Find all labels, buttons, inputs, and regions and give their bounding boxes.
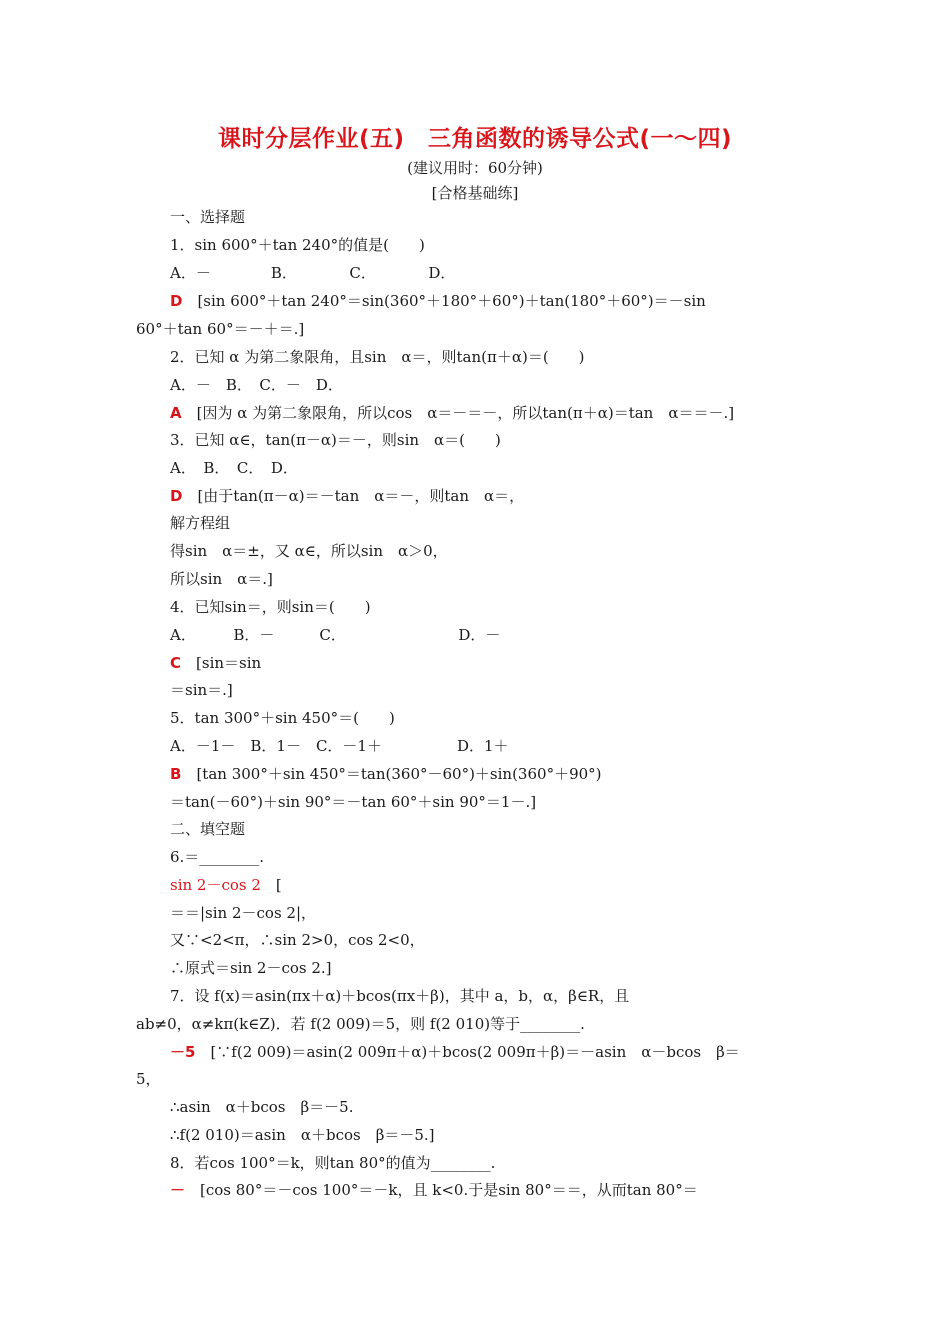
text-line <box>170 875 282 895</box>
text-line <box>170 1180 698 1200</box>
line-text: 二、填空题 <box>170 820 246 838</box>
line-text: ＝sin＝.] <box>170 681 233 699</box>
text-line <box>170 819 245 839</box>
line-text: [因为 α 为第二象限角，所以cos α＝－＝－，所以tan(π＋α)＝tan α＝＝－.] <box>181 404 735 422</box>
line-text: A．－ B． C． D． <box>170 264 456 282</box>
text-line <box>136 319 304 339</box>
line-text: ＝＝|sin 2－cos 2|， <box>170 904 317 922</box>
text-line <box>170 1125 435 1145</box>
line-text: ∴f(2 010)＝asin α＋bcos β＝－5.] <box>170 1126 435 1144</box>
text-line <box>170 792 536 812</box>
answer-label: － <box>170 1181 186 1199</box>
text-line <box>170 403 734 423</box>
text-line <box>170 958 332 978</box>
answer-label: sin 2－cos 2 <box>170 876 261 894</box>
text-line <box>170 653 261 673</box>
answer-label: C <box>170 654 182 672</box>
text-line <box>170 736 509 756</box>
text-line <box>170 235 425 255</box>
line-text: 60°＋tan 60°＝－＋＝.] <box>136 320 305 338</box>
text-line <box>170 375 343 395</box>
text-line <box>170 430 501 450</box>
line-text: [sin＝sin <box>181 654 262 672</box>
line-text: A．－ B． C．－ D． <box>170 376 343 394</box>
text-line <box>170 708 395 728</box>
line-text: [tan 300°＋sin 450°＝tan(360°－60°)＋sin(360°＋90°) <box>181 765 602 783</box>
answer-label: －5 <box>170 1043 196 1061</box>
line-text: 5．tan 300°＋sin 450°＝( ) <box>170 709 395 727</box>
text-line <box>170 764 602 784</box>
text-line <box>170 486 524 506</box>
line-text: 2．已知 α 为第二象限角，且sin α＝，则tan(π＋α)＝( ) <box>170 348 585 366</box>
line-text: 3．已知 α∈，tan(π－α)＝－，则sin α＝( ) <box>170 431 501 449</box>
text-line <box>170 847 264 867</box>
answer-label: D <box>170 487 183 505</box>
line-text: A． B．－ C． D．－ <box>170 626 501 644</box>
text-line <box>170 263 455 283</box>
text-line <box>136 1014 585 1034</box>
document-title: 课时分层作业(五) 三角函数的诱导公式(一～四) <box>217 126 733 152</box>
text-line <box>170 458 298 478</box>
line-text: ＝tan(－60°)＋sin 90°＝－tan 60°＋sin 90°＝1－.] <box>170 793 537 811</box>
line-text: 解方程组 <box>170 514 231 532</box>
text-line <box>170 625 500 645</box>
line-text: [sin 600°＋tan 240°＝sin(360°＋180°＋60°)＋tan(180°＋60°)＝－sin <box>182 292 706 310</box>
line-text: 得sin α＝±，又 α∈，所以sin α＞0， <box>170 542 448 560</box>
time-note: (建议用时：60分钟) <box>407 159 543 177</box>
text-line <box>170 291 706 311</box>
text-line <box>170 347 585 367</box>
answer-label: D <box>170 292 183 310</box>
text-line <box>136 1069 161 1089</box>
text-line <box>170 541 448 561</box>
line-text: 8．若cos 100°＝k，则tan 80°的值为________. <box>170 1154 496 1172</box>
line-text: ∴asin α＋bcos β＝－5. <box>170 1098 354 1116</box>
answer-label: B <box>170 765 182 783</box>
text-line <box>170 513 230 533</box>
line-text: 4．已知sin＝，则sin＝( ) <box>170 598 371 616</box>
line-text: 所以sin α＝.] <box>170 570 273 588</box>
text-line <box>170 1153 495 1173</box>
text-line <box>170 930 425 950</box>
text-line <box>170 680 233 700</box>
line-text: 7．设 f(x)＝asin(πx＋α)＋bcos(πx＋β)，其中 a，b，α，β∈R，且 <box>170 987 630 1005</box>
line-text: 6.＝________. <box>170 848 265 866</box>
text-line <box>170 986 629 1006</box>
text-line <box>170 1097 354 1117</box>
line-text: 一、选择题 <box>170 208 246 226</box>
line-text: 又∵<2<π，∴sin 2>0，cos 2<0， <box>170 931 425 949</box>
text-line <box>170 569 273 589</box>
line-text: [∵f(2 009)＝asin(2 009π＋α)＋bcos(2 009π＋β)＝－asin α－bcos β＝ <box>195 1043 740 1061</box>
text-line <box>170 597 371 617</box>
text-line <box>170 903 316 923</box>
line-text: 1．sin 600°＋tan 240°的值是( ) <box>170 236 425 254</box>
line-text: 5， <box>136 1070 161 1088</box>
line-text: [ <box>260 876 282 894</box>
text-line <box>170 207 245 227</box>
text-line <box>170 1042 740 1062</box>
answer-label: A <box>170 404 182 422</box>
line-text: ab≠0，α≠kπ(k∈Z)．若 f(2 009)＝5，则 f(2 010)等于________. <box>136 1015 585 1033</box>
line-text: ∴原式＝sin 2－cos 2.] <box>170 959 332 977</box>
line-text: A．－1－ B．1－ C．－1＋ D．1＋ <box>170 737 509 755</box>
line-text: [cos 80°＝－cos 100°＝－k，且 k<0.于是sin 80°＝＝，从而tan 80°＝ <box>185 1181 698 1199</box>
line-text: A． B． C． D． <box>170 459 298 477</box>
section-tag: [合格基础练] <box>431 184 519 202</box>
line-text: [由于tan(π－α)＝－tan α＝－，则tan α＝， <box>182 487 525 505</box>
